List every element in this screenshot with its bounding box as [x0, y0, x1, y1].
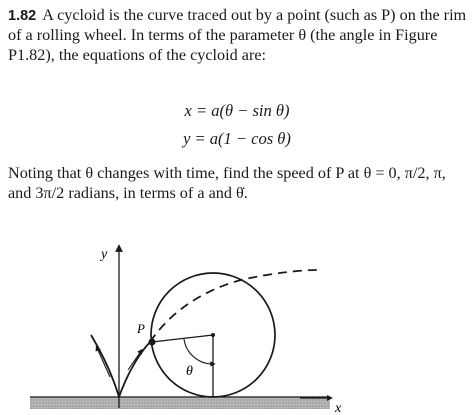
- point-p-label: P: [137, 321, 145, 336]
- angle-label: θ: [186, 364, 193, 379]
- problem-number: 1.82: [8, 8, 37, 24]
- cycloid-dashed-curve: [150, 270, 318, 342]
- point-p: [149, 339, 156, 346]
- angle-arc: [184, 339, 213, 364]
- equation-y: y = a(1 − cos θ): [183, 129, 291, 148]
- problem-text: A cycloid is the curve traced out by a point (such as P) on the rim of a rolling wheel. In terms of the parameter θ (the angle in Figure P1.82), the equations of the cycloid are:: [8, 6, 467, 64]
- velocity-arrow-right: [128, 351, 141, 370]
- equation-x: x = a(θ − sin θ): [184, 101, 290, 120]
- cycloid-solid-curve: [91, 335, 150, 397]
- ground-surface: [30, 397, 330, 409]
- question-text: Noting that θ changes with time, find the speed of P at θ = 0, π/2, π, and 3π/2 radians, in terms of a and θ̇.: [8, 164, 446, 202]
- y-axis-label: y: [101, 247, 108, 262]
- x-axis-label: x: [335, 401, 342, 415]
- radius-to-p: [152, 335, 213, 342]
- velocity-arrow-left: [97, 348, 110, 377]
